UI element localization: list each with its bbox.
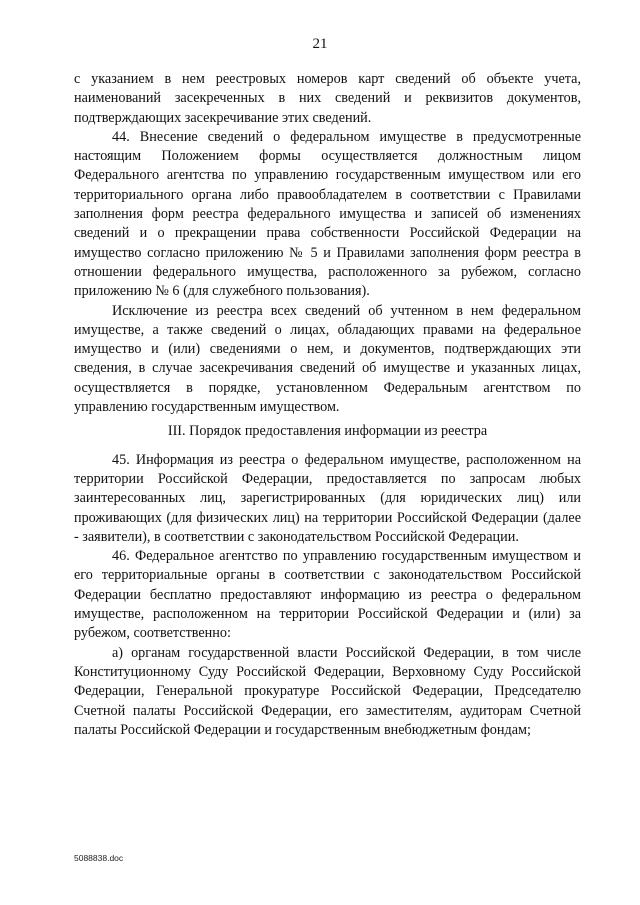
paragraph-44: 44. Внесение сведений о федеральном имуществе в предусмотренные настоящим Положением формы осуществляется должностным лицом Федерального агентства по управлению государственным имуществом или его территориального органа либо правообладателем в соответствии с Правилами заполнения форм реестра федерального имущества и записей об изменениях сведений и о прекращении права собственности Российской Федерации на имущество согласно приложению № 5 и Правилами заполнения форм реестра в отношении федерального имущества, расположенного за рубежом, согласно приложению № 6 (для служебного пользования). [74,128,581,300]
paragraph-continuation: с указанием в нем реестровых номеров карт сведений об объекте учета, наименований засекреченных в них сведений и реквизитов документов, подтверждающих засекречивание этих сведений. [74,71,581,126]
paragraph-44-exclusion: Исключение из реестра всех сведений об учтенном в нем федеральном имуществе, а также сведений о лицах, обладающих правами на федеральное имущество и (или) сведениями о нем, и документов, подтверждающих эти сведения, в случае засекречивания сведений об имуществе и указанных лицах, осуществляется в порядке, установленном Федеральным агентством по управлению государственным имуществом. [74,302,581,416]
document-body [74,70,581,740]
paragraph-46: 46. Федеральное агентство по управлению государственным имуществом и его территориальные органы в соответствии с законодательством Российской Федерации бесплатно предоставляют информацию из реестра о федеральном имуществе, расположенном на территории Российской Федерации и (или) за рубежом, соответственно: [74,548,581,642]
document-footer-filename: 5088838.doc [74,853,124,863]
section-heading-3: III. Порядок предоставления информации из реестра [167,423,488,440]
page-number: 21 [312,36,328,52]
paragraph-45: 45. Информация из реестра о федеральном имуществе, расположенном на территории Российской Федерации, предоставляется по запросам любых заинтересованных лиц, зарегистрированных (для юридических лиц) или проживающих (для физических лиц) на территории Российской Федерации (далее - заявители), в соответствии с законодательством Российской Федерации. [74,451,581,545]
paragraph-46-a: а) органам государственной власти Российской Федерации, в том числе Конституционному Суду Российской Федерации, Верховному Суду Российской Федерации, Генеральной прокуратуре Российской Федерации, Председателю Счетной палаты Российской Федерации, его заместителям, аудиторам Счетной палаты Российской Федерации и государственным внебюджетным фондам; [74,644,581,738]
